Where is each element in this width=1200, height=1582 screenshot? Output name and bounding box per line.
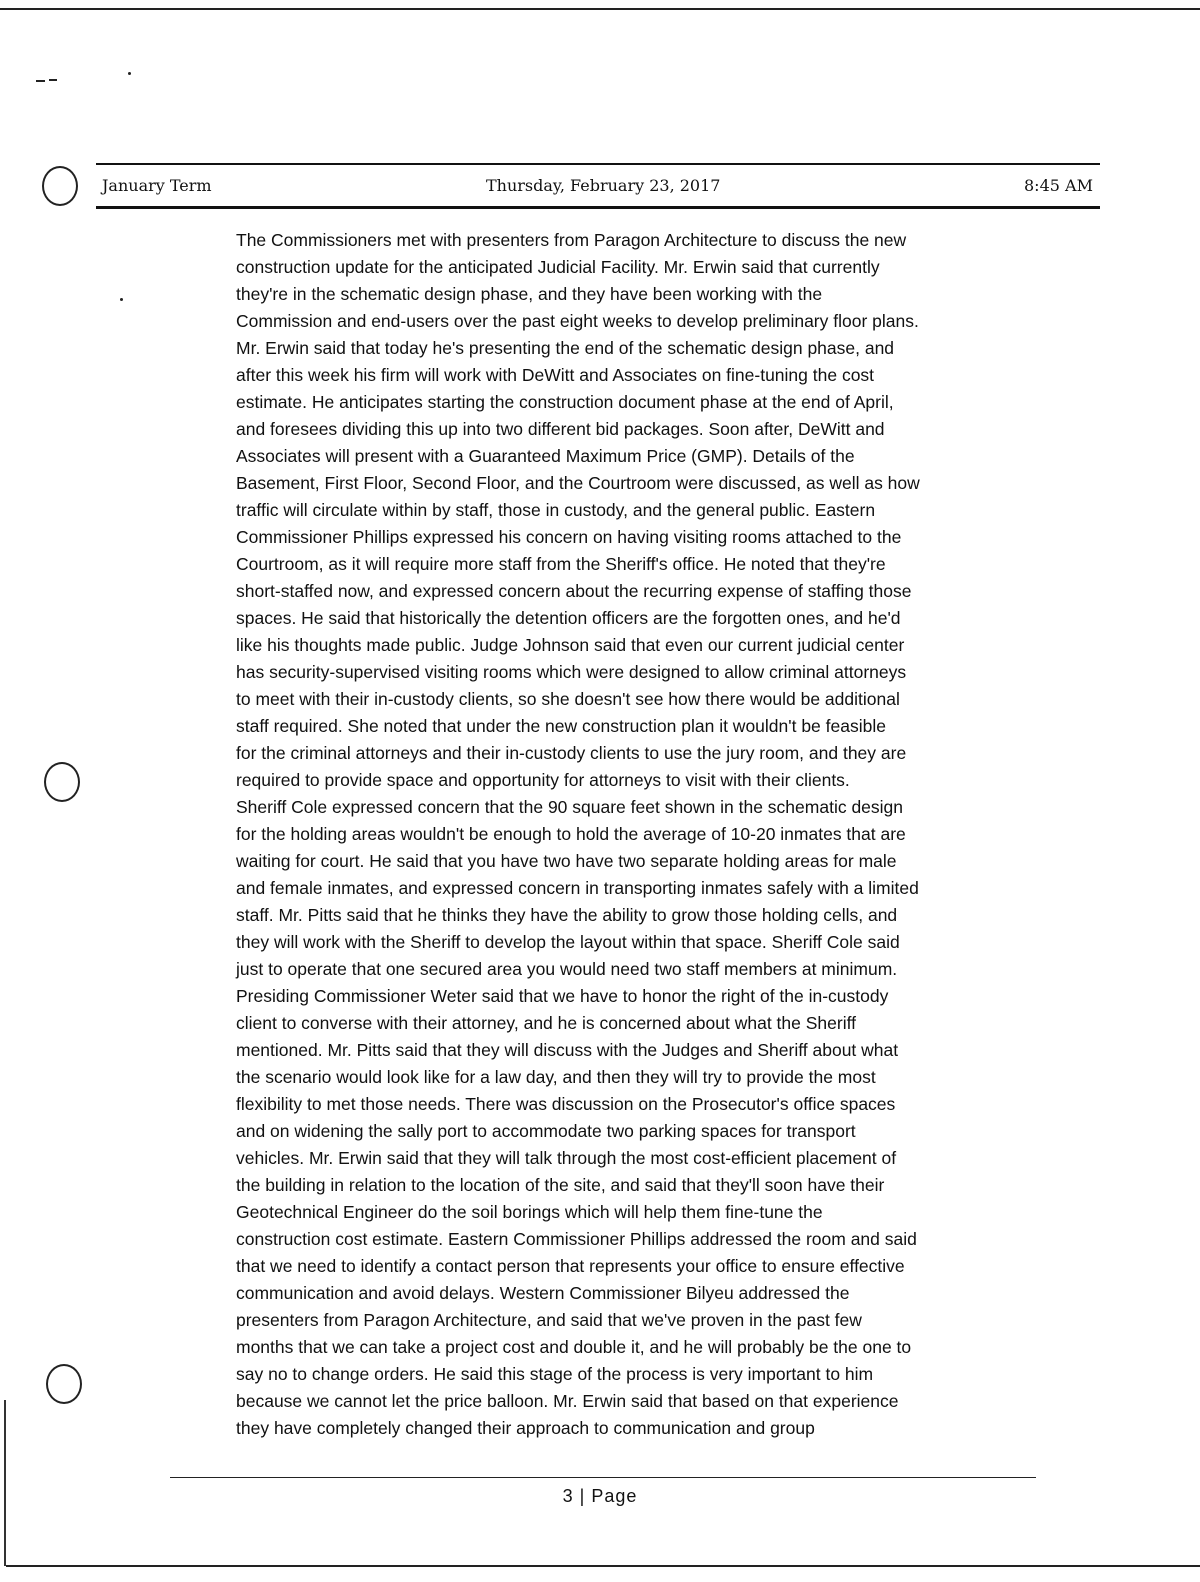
body-line: months that we can take a project cost and double it, and he will probably be the one to [236, 1337, 912, 1357]
body-line: and female inmates, and expressed concern in transporting inmates safely with a limited [236, 878, 919, 898]
body-line: staff required. She noted that under the new construction plan it wouldn't be feasible [236, 716, 886, 736]
body-line: Geotechnical Engineer do the soil borings which will help them fine-tune the [236, 1202, 823, 1222]
scan-bottom-edge [6, 1565, 1200, 1567]
body-line: staff. Mr. Pitts said that he thinks they have the ability to grow those holding cells, and [236, 905, 898, 925]
header-date: Thursday, February 23, 2017 [486, 176, 721, 195]
body-line: that we need to identify a contact person that represents your office to ensure effective [236, 1256, 905, 1276]
body-line: because we cannot let the price balloon. Mr. Erwin said that based on that experience [236, 1391, 899, 1411]
body-line: traffic will circulate within by staff, those in custody, and the general public. Eastern [236, 500, 876, 520]
scan-speck [120, 298, 123, 301]
body-line: to meet with their in-custody clients, so she doesn't see how there would be additional [236, 689, 900, 709]
body-line: Courtroom, as it will require more staff from the Sheriff's office. He noted that they're [236, 554, 886, 574]
body-line: say no to change orders. He said this stage of the process is very important to him [236, 1364, 874, 1384]
body-line: the scenario would look like for a law day, and then they will try to provide the most [236, 1067, 876, 1087]
body-line: they will work with the Sheriff to develop the layout within that space. Sheriff Cole said [236, 932, 900, 952]
body-line: and on widening the sally port to accommodate two parking spaces for transport [236, 1121, 856, 1141]
punch-hole-bottom [46, 1364, 82, 1404]
body-line: construction cost estimate. Eastern Commissioner Phillips addressed the room and said [236, 1229, 917, 1249]
body-line: vehicles. Mr. Erwin said that they will talk through the most cost-efficient placement of [236, 1148, 897, 1168]
body-line: Basement, First Floor, Second Floor, and the Courtroom were discussed, as well as how [236, 473, 920, 493]
body-line: flexibility to met those needs. There was discussion on the Prosecutor's office spaces [236, 1094, 896, 1114]
body-line: construction update for the anticipated Judicial Facility. Mr. Erwin said that currently [236, 257, 880, 277]
body-line: The Commissioners met with presenters from Paragon Architecture to discuss the new [236, 230, 907, 250]
body-line: client to converse with their attorney, and he is concerned about what the Sheriff [236, 1013, 856, 1033]
punch-hole-middle [44, 762, 80, 802]
body-line: they have completely changed their approach to communication and group [236, 1418, 815, 1438]
body-line: Mr. Erwin said that today he's presenting the end of the schematic design phase, and [236, 338, 895, 358]
body-line: Sheriff Cole expressed concern that the 90 square feet shown in the schematic design [236, 797, 904, 817]
punch-hole-top [42, 166, 78, 206]
body-line: waiting for court. He said that you have two have two separate holding areas for male [236, 851, 897, 871]
body-line: they're in the schematic design phase, and they have been working with the [236, 284, 823, 304]
body-line: Presiding Commissioner Weter said that we have to honor the right of the in-custody [236, 986, 889, 1006]
scan-top-edge [0, 8, 1200, 10]
body-line: for the holding areas wouldn't be enough to hold the average of 10-20 inmates that are [236, 824, 906, 844]
scan-speck [36, 80, 45, 82]
scan-speck [128, 72, 131, 75]
body-line: and foresees dividing this up into two different bid packages. Soon after, DeWitt and [236, 419, 885, 439]
footer-rule [170, 1477, 1036, 1478]
body-line: short-staffed now, and expressed concern about the recurring expense of staffing those [236, 581, 912, 601]
body-line: for the criminal attorneys and their in-custody clients to use the jury room, and they are [236, 743, 907, 763]
header-rule-top [96, 163, 1100, 165]
body-line: the building in relation to the location of the site, and said that they'll soon have their [236, 1175, 885, 1195]
header-term: January Term [102, 176, 212, 195]
scan-speck [49, 79, 57, 81]
body-line: communication and avoid delays. Western Commissioner Bilyeu addressed the [236, 1283, 850, 1303]
body-line: spaces. He said that historically the detention officers are the forgotten ones, and he'd [236, 608, 901, 628]
body-line: after this week his firm will work with DeWitt and Associates on fine-tuning the cost [236, 365, 875, 385]
header-rule-bottom [96, 206, 1100, 209]
body-line: mentioned. Mr. Pitts said that they will discuss with the Judges and Sheriff about what [236, 1040, 899, 1060]
body-line: has security-supervised visiting rooms which were designed to allow criminal attorneys [236, 662, 907, 682]
header-time: 8:45 AM [1024, 176, 1093, 195]
body-line: Commission and end-users over the past eight weeks to develop preliminary floor plans. [236, 311, 919, 331]
body-line: presenters from Paragon Architecture, and said that we've proven in the past few [236, 1310, 862, 1330]
page-number: 3 | Page [562, 1486, 638, 1506]
minutes-body [236, 227, 920, 1442]
body-line: just to operate that one secured area you would need two staff members at minimum. [236, 959, 898, 979]
body-line: Commissioner Phillips expressed his concern on having visiting rooms attached to the [236, 527, 902, 547]
scan-left-edge [4, 1400, 6, 1566]
body-line: Associates will present with a Guaranteed Maximum Price (GMP). Details of the [236, 446, 855, 466]
body-line: estimate. He anticipates starting the construction document phase at the end of April, [236, 392, 894, 412]
body-line: like his thoughts made public. Judge Johnson said that even our current judicial center [236, 635, 905, 655]
body-line: required to provide space and opportunity for attorneys to visit with their clients. [236, 770, 850, 790]
